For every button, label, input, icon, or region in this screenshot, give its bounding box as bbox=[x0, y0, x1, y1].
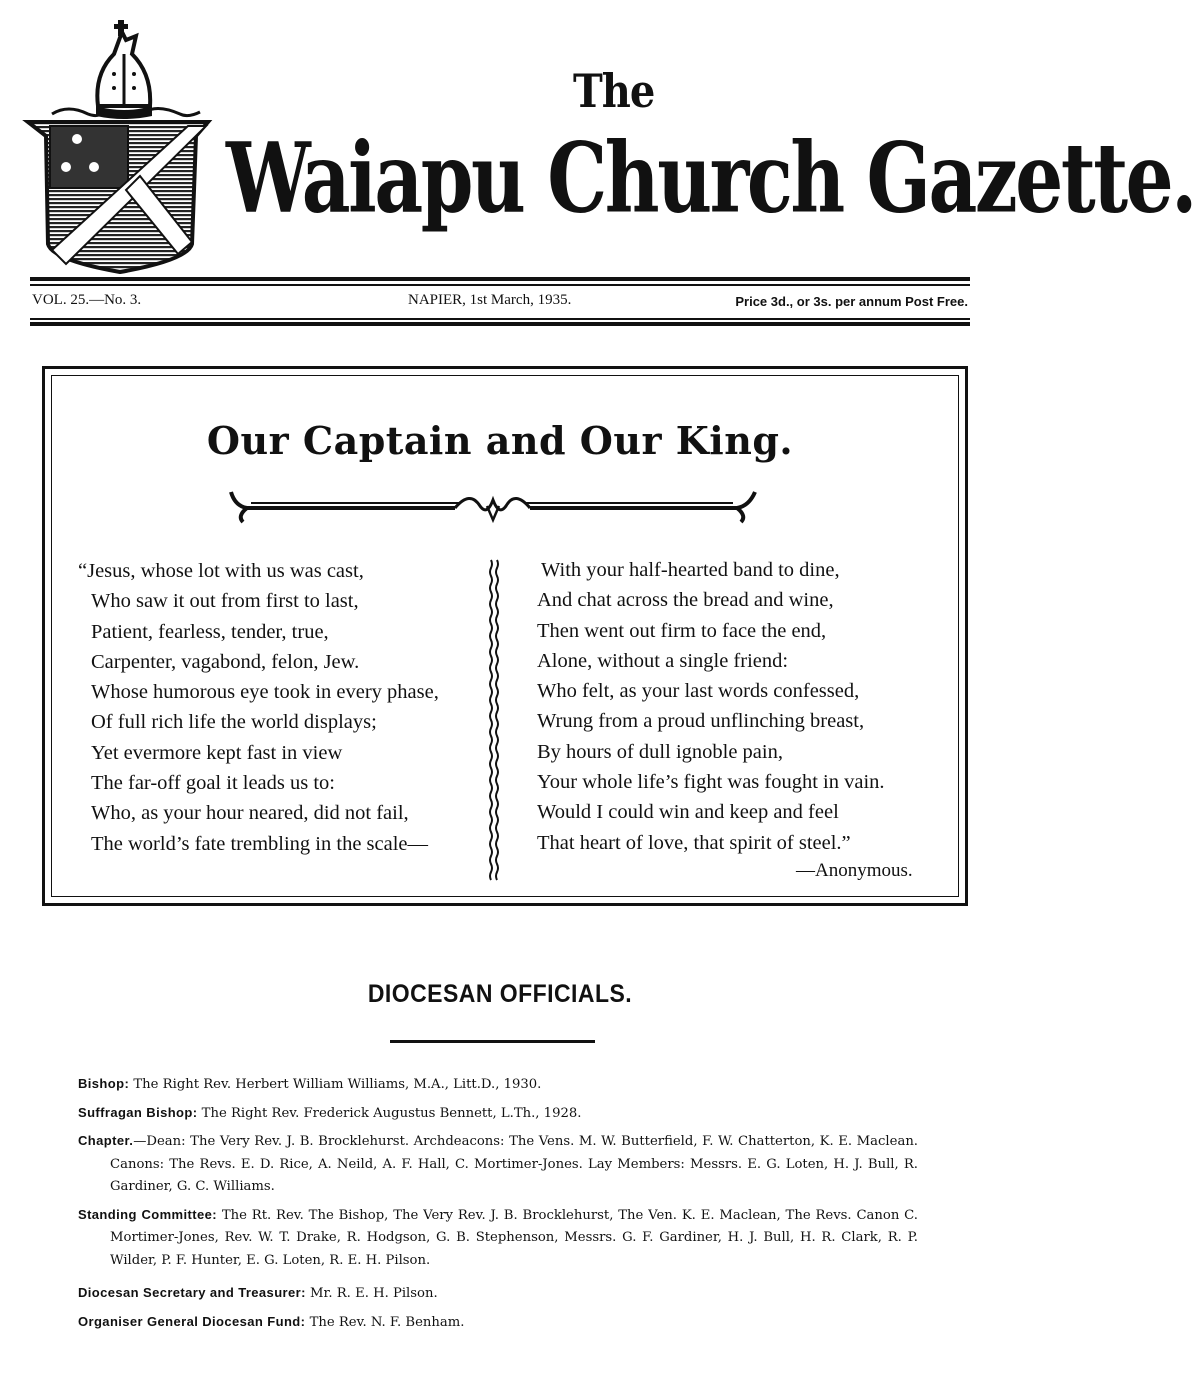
entry-label: Organiser General Diocesan Fund: bbox=[78, 1313, 306, 1329]
officials-heading-rule bbox=[390, 1040, 595, 1043]
officials-heading: DIOCESAN OFFICIALS. bbox=[367, 980, 633, 1008]
official-entry-bishop bbox=[78, 1073, 918, 1097]
volume-number: VOL. 25.—No. 3. bbox=[32, 292, 142, 308]
poem-line: Alone, without a single friend: bbox=[537, 649, 789, 672]
poem-title: Our Captain and Our King. bbox=[206, 418, 794, 463]
entry-label: Standing Committee: bbox=[78, 1206, 217, 1222]
entry-label: Diocesan Secretary and Treasurer: bbox=[78, 1285, 306, 1300]
poem-line: The far-off goal it leads us to: bbox=[91, 772, 335, 795]
masthead-rule-bottom bbox=[30, 322, 970, 326]
masthead-rule-top-thin bbox=[30, 284, 970, 286]
poem-line: Who felt, as your last words confessed, bbox=[537, 680, 860, 703]
poem-line: Yet evermore kept fast in view bbox=[91, 741, 343, 764]
poem-line: Whose humorous eye took in every phase, bbox=[91, 681, 439, 704]
poem-line: Carpenter, vagabond, felon, Jew. bbox=[91, 650, 360, 673]
official-entry-chapter bbox=[78, 1130, 918, 1199]
official-entry-organiser bbox=[78, 1311, 918, 1335]
poem-attribution: —Anonymous. bbox=[796, 860, 913, 881]
officials-list bbox=[78, 1073, 918, 1339]
masthead-title: Waiapu Church Gazette. bbox=[226, 121, 1195, 235]
poem-line: Would I could win and keep and feel bbox=[537, 801, 839, 824]
entry-text: —Dean: The Very Rev. J. B. Brocklehurst. Archdeacons: The Vens. M. W. Butterfield, F. W. Chatterton, K. E. Maclean. Canons: The Revs. E. D. Rice, A. Neild, A. F. Hall, C. Mortimer-Jones. Lay Members: Messrs. E. G. Loten, H. J. Bull, R. Gardiner, G. C. Williams. bbox=[110, 1134, 918, 1194]
poem-line: That heart of love, that spirit of steel.” bbox=[537, 831, 851, 854]
poem-line: The world’s fate trembling in the scale— bbox=[91, 832, 429, 855]
poem-line: “Jesus, whose lot with us was cast, bbox=[78, 560, 364, 582]
masthead-rule-bottom-thin bbox=[30, 318, 970, 320]
masthead-the: The bbox=[573, 64, 655, 119]
official-entry-standing-committee bbox=[78, 1204, 918, 1273]
place-and-date: NAPIER, 1st March, 1935. bbox=[408, 292, 572, 308]
entry-label: Chapter. bbox=[78, 1133, 134, 1148]
poem-line: Wrung from a proud unflinching breast, bbox=[537, 710, 865, 733]
poem-line: With your half-hearted band to dine, bbox=[541, 559, 840, 581]
entry-text: Mr. R. E. H. Pilson. bbox=[310, 1286, 438, 1301]
subscription-price: Price 3d., or 3s. per annum Post Free. bbox=[735, 294, 968, 309]
poem-line: Patient, fearless, tender, true, bbox=[91, 620, 329, 643]
poem-line: Your whole life’s fight was fought in vain. bbox=[537, 771, 885, 794]
poem-stanza-right bbox=[537, 555, 885, 858]
entry-text: The Right Rev. Frederick Augustus Bennett, L.Th., 1928. bbox=[201, 1105, 582, 1121]
wavy-column-divider-icon bbox=[487, 560, 501, 880]
ornamental-divider-icon bbox=[225, 486, 760, 526]
poem-line: And chat across the bread and wine, bbox=[537, 589, 834, 612]
poem-line: Of full rich life the world displays; bbox=[91, 711, 377, 734]
diocese-crest-icon bbox=[28, 14, 214, 272]
poem-line: Who saw it out from first to last, bbox=[91, 590, 359, 613]
poem-line: Then went out firm to face the end, bbox=[537, 619, 827, 642]
poem-stanza-left bbox=[78, 556, 439, 859]
poem-line: Who, as your hour neared, did not fail, bbox=[91, 802, 409, 825]
masthead-rule-top bbox=[30, 277, 970, 281]
entry-text: The Right Rev. Herbert William Williams, M.A., Litt.D., 1930. bbox=[133, 1077, 542, 1092]
entry-label: Suffragan Bishop: bbox=[78, 1104, 198, 1120]
entry-label: Bishop: bbox=[78, 1076, 130, 1091]
poem-line: By hours of dull ignoble pain, bbox=[537, 740, 783, 763]
issue-info-row bbox=[30, 290, 970, 314]
official-entry-secretary-treasurer bbox=[78, 1282, 918, 1306]
entry-text: The Rev. N. F. Benham. bbox=[309, 1314, 465, 1330]
official-entry-suffragan-bishop bbox=[78, 1102, 918, 1126]
entry-text: The Rt. Rev. The Bishop, The Very Rev. J. B. Brocklehurst, The Ven. K. E. Maclean, The Revs. Canon C. Mortimer-Jones, Rev. W. T. Drake, R. Hodgson, G. B. Stephenson, Messrs. G. F. Gardiner, H. J. Bull, H. R. Clark, R. P. Wilder, P. F. Hunter, E. G. Loten, R. E. H. Pilson. bbox=[110, 1207, 918, 1268]
